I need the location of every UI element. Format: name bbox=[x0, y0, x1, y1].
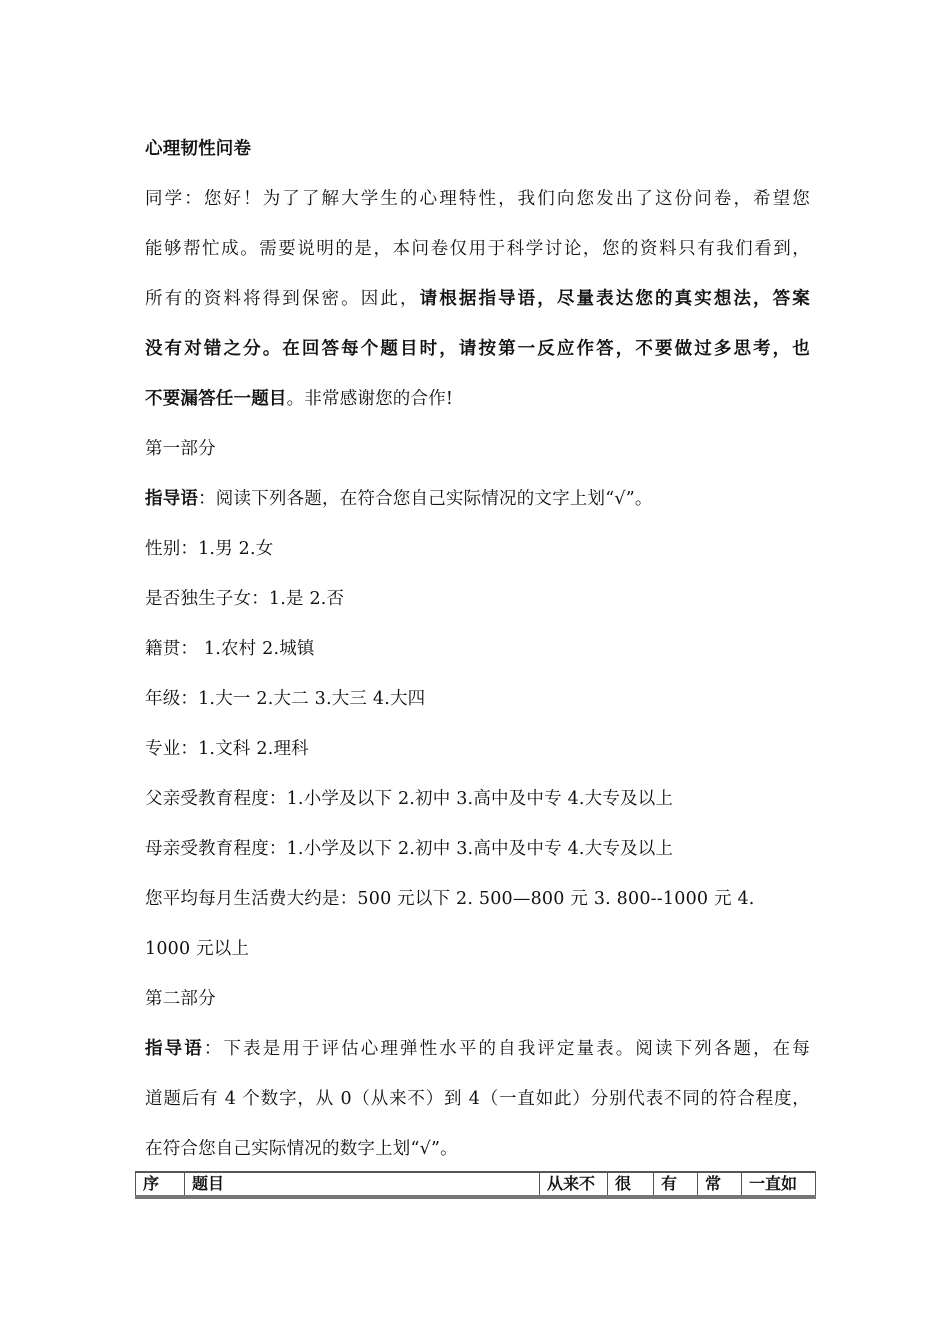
intro-line-1: 同学：您好！为了了解大学生的心理特性，我们向您发出了这份问卷，希望您 bbox=[145, 189, 810, 209]
part2-heading: 第二部分 bbox=[145, 989, 216, 1009]
part2-guide-line-2: 道题后有 4 个数字，从 0（从来不）到 4（一直如此）分别代表不同的符合程度， bbox=[145, 1089, 810, 1109]
document-body bbox=[145, 124, 810, 1174]
table-header-always: 一直如 bbox=[742, 1172, 816, 1197]
part2-guide-line-3: 在符合您自己实际情况的数字上划“√”。 bbox=[145, 1139, 458, 1159]
question-living-expense-cont: 1000 元以上 bbox=[145, 939, 250, 959]
question-only-child: 是否独生子女：1.是 2.否 bbox=[145, 589, 345, 609]
part1-guide bbox=[145, 474, 810, 524]
question-father-education: 父亲受教育程度：1.小学及以下 2.初中 3.高中及中专 4.大专及以上 bbox=[145, 789, 674, 809]
scale-table bbox=[135, 1171, 816, 1199]
document-title: 心理韧性问卷 bbox=[145, 139, 252, 159]
question-grade: 年级：1.大一 2.大二 3.大三 4.大四 bbox=[145, 689, 426, 709]
question-mother-education: 母亲受教育程度：1.小学及以下 2.初中 3.高中及中专 4.大专及以上 bbox=[145, 839, 674, 859]
intro-line-4: 没有对错之分。在回答每个题目时，请按第一反应作答，不要做过多思考，也 bbox=[145, 339, 810, 359]
table-header-row bbox=[136, 1172, 816, 1197]
intro-line-2: 能够帮忙成。需要说明的是，本问卷仅用于科学讨论，您的资料只有我们看到， bbox=[145, 239, 810, 259]
intro-line-3-bold: 请根据指导语，尽量表达您的真实想法，答案 bbox=[419, 289, 810, 309]
intro-line-3 bbox=[145, 274, 810, 324]
question-living-expense: 您平均每月生活费大约是：500 元以下 2. 500—800 元 3. 800--1000 元 4. bbox=[145, 889, 755, 909]
part1-heading: 第一部分 bbox=[145, 439, 216, 459]
question-origin: 籍贯： 1.农村 2.城镇 bbox=[145, 639, 315, 659]
intro-line-5-bold: 不要漏答任一题目 bbox=[145, 389, 287, 409]
table-header-index: 序 bbox=[136, 1172, 185, 1197]
table-header-sometimes: 有 bbox=[654, 1172, 698, 1197]
part2-guide-text-1: ：下表是用于评估心理弹性水平的自我评定量表。阅读下列各题，在每 bbox=[203, 1039, 811, 1059]
part2-guide-label: 指导语 bbox=[145, 1039, 204, 1059]
intro-line-5-plain: 。非常感谢您的合作! bbox=[286, 389, 454, 409]
intro-line-5 bbox=[145, 374, 810, 424]
table-header-item: 题目 bbox=[185, 1172, 540, 1197]
question-gender: 性别：1.男 2.女 bbox=[145, 539, 274, 559]
part2-guide-line-1 bbox=[145, 1024, 810, 1074]
question-major: 专业：1.文科 2.理科 bbox=[145, 739, 309, 759]
table-header-rarely: 很 bbox=[608, 1172, 654, 1197]
part1-guide-text: ：阅读下列各题，在符合您自己实际情况的文字上划“√”。 bbox=[198, 489, 653, 509]
part1-guide-label: 指导语 bbox=[145, 489, 199, 509]
intro-line-3-plain: 所有的资料将得到保密。因此， bbox=[145, 289, 420, 309]
table-header-often: 常 bbox=[698, 1172, 742, 1197]
table-header-never: 从来不 bbox=[540, 1172, 608, 1197]
